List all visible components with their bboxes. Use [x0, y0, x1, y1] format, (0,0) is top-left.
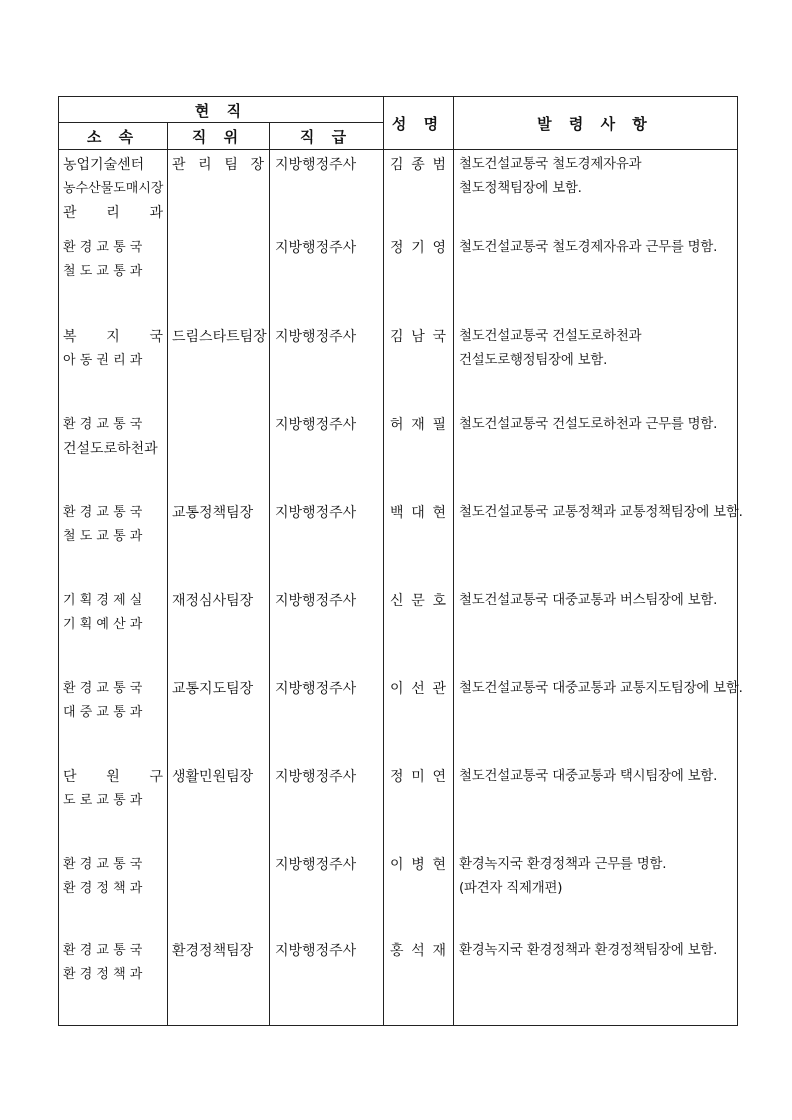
name-cell	[390, 853, 446, 877]
name-cell	[390, 153, 446, 177]
dept-cell	[63, 765, 163, 813]
appointment-line: 환경녹지국 환경정책과 근무를 명함.	[459, 857, 667, 872]
dept-cell	[63, 853, 163, 901]
rank-cell	[275, 413, 379, 437]
appointment-cell	[459, 153, 641, 201]
dept-line: 환 경 교 통 국	[63, 417, 143, 432]
current-position-group-label: 현 직	[194, 101, 248, 120]
appointment-cell	[459, 853, 666, 901]
rank-cell	[275, 765, 379, 789]
name-cell	[390, 325, 446, 349]
position-text: 교통정책팀장	[172, 505, 254, 521]
rank-text: 지방행정주사	[275, 943, 357, 959]
dept-line: 환 경 교 통 국	[63, 943, 143, 958]
appointment-line: 철도정책팀장에 보함.	[459, 181, 582, 196]
appointment-cell	[459, 765, 717, 789]
name-text: 신 문 호	[390, 593, 446, 609]
dept-line: 농수산물도매시장	[63, 181, 164, 196]
dept-line: 환 경 교 통 국	[63, 681, 143, 696]
appointment-cell	[459, 589, 717, 613]
position-cell	[172, 501, 264, 525]
name-cell	[390, 939, 446, 963]
appointment-cell	[459, 939, 717, 963]
dept-cell	[63, 501, 163, 549]
dept-line: 건설도로하천과	[63, 441, 158, 457]
rank-text: 지방행정주사	[275, 857, 357, 873]
dept-line: 기 획 경 제 실	[63, 593, 143, 608]
name-cell	[390, 677, 446, 701]
position-cell	[172, 325, 267, 349]
dept-cell	[63, 325, 163, 373]
position-text: 관 리 팀 장	[172, 157, 264, 173]
name-cell	[390, 589, 446, 613]
rank-text: 지방행정주사	[275, 593, 357, 609]
dept-line: 도 로 교 통 과	[63, 793, 143, 808]
rank-cell	[275, 677, 379, 701]
name-text: 홍 석 재	[390, 943, 446, 959]
appointment-cell	[459, 236, 717, 260]
dept-line: 환 경 정 책 과	[63, 881, 143, 896]
position-cell	[172, 765, 264, 789]
rank-text: 지방행정주사	[275, 681, 357, 697]
position-cell	[172, 677, 264, 701]
dept-cell	[63, 677, 163, 725]
rank-cell	[275, 501, 379, 525]
appointment-line: 철도건설교통국 건설도로하천과 근무를 명함.	[459, 417, 718, 432]
position-cell	[172, 939, 264, 963]
dept-line: 기 획 예 산 과	[63, 617, 143, 632]
dept-line: 대 중 교 통 과	[63, 705, 143, 720]
dept-line: 환 경 정 책 과	[63, 967, 143, 982]
rank-text: 지방행정주사	[275, 157, 357, 173]
rank-cell	[275, 589, 379, 613]
column-divider	[167, 123, 168, 1025]
name-text: 김 종 범	[390, 157, 446, 173]
position-cell	[172, 589, 264, 613]
position-text: 환경정책팀장	[172, 943, 254, 959]
appointment-cell	[459, 501, 743, 525]
dept-cell	[63, 939, 163, 987]
rank-cell	[275, 853, 379, 877]
column-divider	[269, 123, 270, 1025]
dept-line: 환 경 교 통 국	[63, 505, 143, 520]
dept-cell	[63, 153, 163, 225]
rank-cell	[275, 939, 379, 963]
appointment-cell	[459, 413, 717, 437]
name-text: 김 남 국	[390, 329, 446, 345]
dept-line: 농업기술센터	[63, 157, 145, 173]
appointment-line: 철도건설교통국 철도경제자유과	[459, 157, 642, 172]
name-cell	[390, 501, 446, 525]
appointment-line: 철도건설교통국 교통정책과 교통정책팀장에 보함.	[459, 505, 743, 520]
name-text: 이 선 관	[390, 681, 446, 697]
column-header-position: 직 위	[191, 127, 245, 146]
dept-cell	[63, 236, 163, 284]
dept-line: 철 도 교 통 과	[63, 264, 143, 279]
dept-line: 환 경 교 통 국	[63, 857, 143, 872]
appointment-line: 철도건설교통국 철도경제자유과 근무를 명함.	[459, 240, 718, 255]
name-text: 백 대 현	[390, 505, 446, 521]
rank-text: 지방행정주사	[275, 240, 357, 256]
dept-cell	[63, 589, 163, 637]
header-divider	[59, 149, 737, 150]
appointment-line: 철도건설교통국 대중교통과 교통지도팀장에 보함.	[459, 681, 743, 696]
appointment-cell	[459, 325, 641, 373]
column-header-name: 성 명	[391, 114, 445, 133]
appointment-line: 철도건설교통국 대중교통과 버스팀장에 보함.	[459, 593, 718, 608]
appointment-cell	[459, 677, 743, 701]
rank-cell	[275, 153, 379, 177]
dept-line: 철 도 교 통 과	[63, 529, 143, 544]
dept-line: 환 경 교 통 국	[63, 240, 143, 255]
rank-cell	[275, 325, 379, 349]
position-text: 재정심사팀장	[172, 593, 254, 609]
name-cell	[390, 236, 446, 260]
appointment-line: 환경녹지국 환경정책과 환경정책팀장에 보함.	[459, 943, 718, 958]
column-header-dept: 소 속	[86, 127, 140, 146]
column-header-appointment: 발 령 사 항	[537, 114, 653, 133]
column-divider	[453, 97, 454, 1025]
dept-line: 단 원 구	[63, 769, 163, 785]
position-text: 생활민원팀장	[172, 769, 254, 785]
name-text: 정 기 영	[390, 240, 446, 256]
rank-text: 지방행정주사	[275, 417, 357, 433]
position-text: 교통지도팀장	[172, 681, 254, 697]
name-cell	[390, 765, 446, 789]
dept-line: 복 지 국	[63, 329, 163, 345]
name-cell	[390, 413, 446, 437]
dept-line: 관 리 과	[63, 205, 163, 221]
position-text: 드림스타트팀장	[172, 329, 267, 345]
dept-cell	[63, 413, 163, 461]
name-text: 허 재 필	[390, 417, 446, 433]
personnel-table	[58, 96, 743, 1026]
dept-line: 아 동 권 리 과	[63, 353, 143, 368]
column-header-rank: 직 급	[299, 127, 353, 146]
position-cell	[172, 153, 264, 177]
appointment-line: 건설도로행정팀장에 보함.	[459, 353, 608, 368]
name-text: 이 병 현	[390, 857, 446, 873]
rank-text: 지방행정주사	[275, 769, 357, 785]
rank-cell	[275, 236, 379, 260]
column-divider	[383, 97, 384, 1025]
appointment-line: 철도건설교통국 건설도로하천과	[459, 329, 642, 344]
name-text: 정 미 연	[390, 769, 446, 785]
appointment-line: (파견자 직제개편)	[459, 881, 563, 896]
rank-text: 지방행정주사	[275, 505, 357, 521]
rank-text: 지방행정주사	[275, 329, 357, 345]
appointment-line: 철도건설교통국 대중교통과 택시팀장에 보함.	[459, 769, 718, 784]
